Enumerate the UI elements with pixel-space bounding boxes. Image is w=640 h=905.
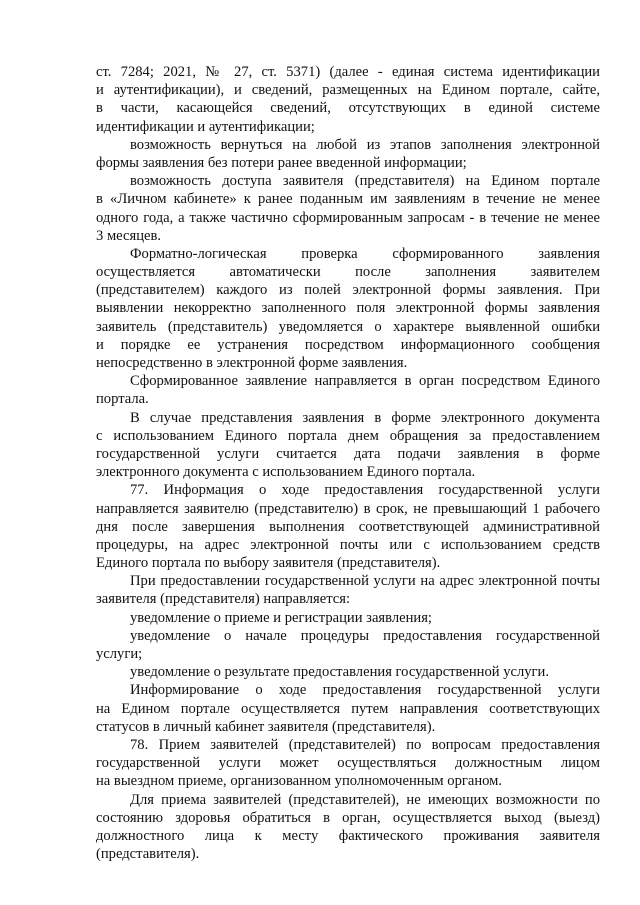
text-line: государственной услуги считается дата подачи заявления в форме [96,445,600,462]
text-line: и порядке ее устранения посредством информационного сообщения [96,336,600,353]
paragraph-email-notifications [96,572,600,608]
text-line: на Едином портале осуществляется путем направления соответствующих [96,700,600,717]
text-line: 3 месяцев. [96,227,162,244]
text-line: При предоставлении государственной услуги на адрес электронной почты [130,573,600,590]
text-line: Информирование о ходе предоставления государственной услуги [130,682,600,699]
text-line: 78. Прием заявителей (представителей) по вопросам предоставления [130,736,600,753]
text-line: уведомление о приеме и регистрации заявления; [130,609,432,626]
document-body [96,63,600,863]
text-line: заявителя (представителя) направляется: [96,591,351,608]
text-line: заявитель (представитель) уведомляется о характере выявленной ошибки [96,318,600,335]
text-line: 77. Информация о ходе предоставления государственной услуги [130,482,600,499]
text-line: формы заявления без потери ранее введенной информации; [96,154,467,171]
text-line: В случае представления заявления в форме электронного документа [130,409,600,426]
text-line: состоянию здоровья обратиться в орган, осуществляется выход (выезд) [96,809,600,826]
text-line: ст. 7284; 2021, № 27, ст. 5371) (далее - единая система идентификации [96,64,600,80]
text-line: электронного документа с использованием Единого портала. [96,464,476,481]
text-line: осуществляется автоматически после заполнения заявителем [96,264,600,281]
text-line: уведомление о результате предоставления государственной услуги. [130,664,550,681]
text-line: с использованием Единого портала днем обращения за предоставлением [96,427,600,444]
text-line: выявлении некорректно заполненного поля электронной формы заявления [96,300,600,317]
paragraph-personal-cabinet-access [96,172,600,245]
paragraph-77 [96,481,600,572]
text-line: уведомление о начале процедуры предоставления государственной [130,627,600,644]
text-line: и аутентификации), и сведений, размещенных на Едином портале, сайте, [96,82,600,99]
text-line: (представителем) каждого из полей электронной формы заявления. При [96,282,600,299]
text-line: портала. [96,391,149,408]
text-line: должностного лица к месту фактического проживания заявителя [96,827,600,844]
text-line: дня после завершения выполнения соответствующей административной [96,518,600,535]
paragraph-return-stage [96,136,600,172]
paragraph-notice-start [96,627,600,663]
text-line: Форматно-логическая проверка сформированного заявления [130,245,600,262]
text-line: статусов в личный кабинет заявителя (представителя). [96,718,436,735]
text-line: Для приема заявителей (представителей), не имеющих возможности по [130,791,600,808]
text-line: (представителя). [96,846,200,863]
text-line: направляется заявителю (представителю) в срок, не превышающий 1 рабочего [96,500,600,517]
text-line: идентификации и аутентификации; [96,118,315,135]
paragraph-78 [96,736,600,791]
paragraph-informing-portal [96,681,600,736]
text-line: возможность доступа заявителя (представителя) на Едином портале [130,173,600,190]
text-line: на выездном приеме, организованном уполномоченным органом. [96,773,503,790]
text-line: одного года, а также частично сформированным запросам - в течение не менее [96,209,600,226]
paragraph-notice-result [96,663,600,681]
paragraph-continuation [96,63,600,136]
text-line: в части, касающейся сведений, отсутствующих в единой системе [96,100,600,117]
paragraph-home-visit [96,791,600,864]
text-line: услуги; [96,646,143,662]
text-line: государственной услуги может осуществляться должностным лицом [96,755,600,772]
text-line: Единого портала по выбору заявителя (представителя). [96,555,441,572]
paragraph-submission-date [96,409,600,482]
text-line: возможность вернуться на любой из этапов заполнения электронной [130,136,600,153]
text-line: процедуры, на адрес электронной почты или с использованием средств [96,536,600,553]
text-line: в «Личном кабинете» к ранее поданным им заявлениям в течение не менее [96,191,600,208]
paragraph-sent-to-organ [96,372,600,408]
text-line: непосредственно в электронной форме заявления. [96,355,408,371]
paragraph-format-logic-check [96,245,600,372]
text-line: Сформированное заявление направляется в орган посредством Единого [130,373,600,390]
paragraph-notice-receipt [96,609,600,627]
